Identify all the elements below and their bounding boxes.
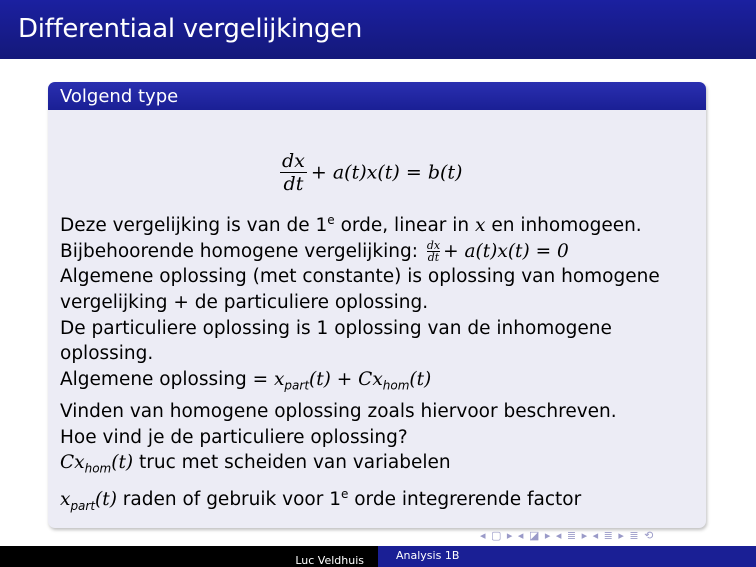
line-10-t: (t) xyxy=(111,452,134,474)
line-7 xyxy=(60,367,700,399)
line-1-var: x xyxy=(475,215,486,237)
line-10-text: truc met scheiden van variabelen xyxy=(133,452,451,474)
line-1-text: Deze vergelijking is van de 1 xyxy=(60,215,328,237)
text-lines xyxy=(60,208,700,520)
line-10 xyxy=(60,450,700,482)
line-2-fraction xyxy=(427,240,440,263)
display-equation xyxy=(280,150,462,195)
line-1 xyxy=(60,208,700,239)
line-1-sup: e xyxy=(327,213,335,227)
line-7-sub-hom: hom xyxy=(382,378,410,393)
line-7-end: (t) xyxy=(409,368,432,390)
line-2-num: dx xyxy=(426,239,441,253)
footer-author: Luc Veldhuis xyxy=(295,554,364,567)
line-10-sub: hom xyxy=(84,461,112,476)
line-2-text: Bijbehoorende homogene vergelijking: xyxy=(60,240,424,262)
line-7-text: Algemene oplossing = xyxy=(60,368,274,390)
equation-denominator: dt xyxy=(283,173,304,195)
content-block xyxy=(48,82,706,528)
beamer-navigation-icons[interactable]: ◂ ▢ ▸ ◂ ◪ ▸ ◂ ≣ ▸ ◂ ≣ ▸ ≣ ⟲ xyxy=(480,529,655,542)
block-title: Volgend type xyxy=(60,86,179,107)
line-7-x: x xyxy=(273,368,285,390)
line-11 xyxy=(60,482,700,519)
frame-title-bar xyxy=(0,0,756,59)
equation-rest: + a(t)x(t) = b(t) xyxy=(310,161,463,184)
block-header xyxy=(48,82,706,110)
footer-left xyxy=(0,546,378,567)
line-11-text: raden of gebruik voor 1 xyxy=(116,489,341,511)
line-9: Hoe vind je de particuliere oplossing? xyxy=(60,426,408,448)
equation-fraction xyxy=(280,150,307,195)
line-11-sup: e xyxy=(340,487,349,502)
line-1-text-c: en inhomogeen. xyxy=(485,215,642,237)
line-2-den: dt xyxy=(427,251,440,265)
line-3: Algemene oplossing (met constante) is oplossing van homogene xyxy=(60,266,660,288)
line-7-mid: (t) + Cx xyxy=(309,368,383,390)
line-10-cx: Cx xyxy=(60,452,85,474)
line-8: Vinden van homogene oplossing zoals hiervoor beschreven. xyxy=(60,401,617,422)
line-7-sub-part: part xyxy=(284,378,310,393)
line-1-text-b: orde, linear in xyxy=(334,215,476,237)
footer-course: Analysis 1B xyxy=(396,549,460,562)
line-5: De particuliere oplossing is 1 oplossing van de inhomogene xyxy=(60,317,612,339)
footer-right xyxy=(378,546,756,567)
line-4: vergelijking + de particuliere oplossing. xyxy=(60,291,429,313)
line-2-math: + a(t)x(t) = 0 xyxy=(443,240,569,262)
footer-bar xyxy=(0,546,756,567)
line-6: oplossing. xyxy=(60,343,154,365)
line-11-sub: part xyxy=(70,499,96,514)
slide-title: Differentiaal vergelijkingen xyxy=(18,14,363,44)
line-2 xyxy=(60,239,700,265)
line-11-t: (t) xyxy=(95,489,117,511)
equation-numerator: dx xyxy=(282,150,305,172)
line-11-x: x xyxy=(60,489,71,511)
line-11-text-b: orde integrerende factor xyxy=(348,489,582,511)
